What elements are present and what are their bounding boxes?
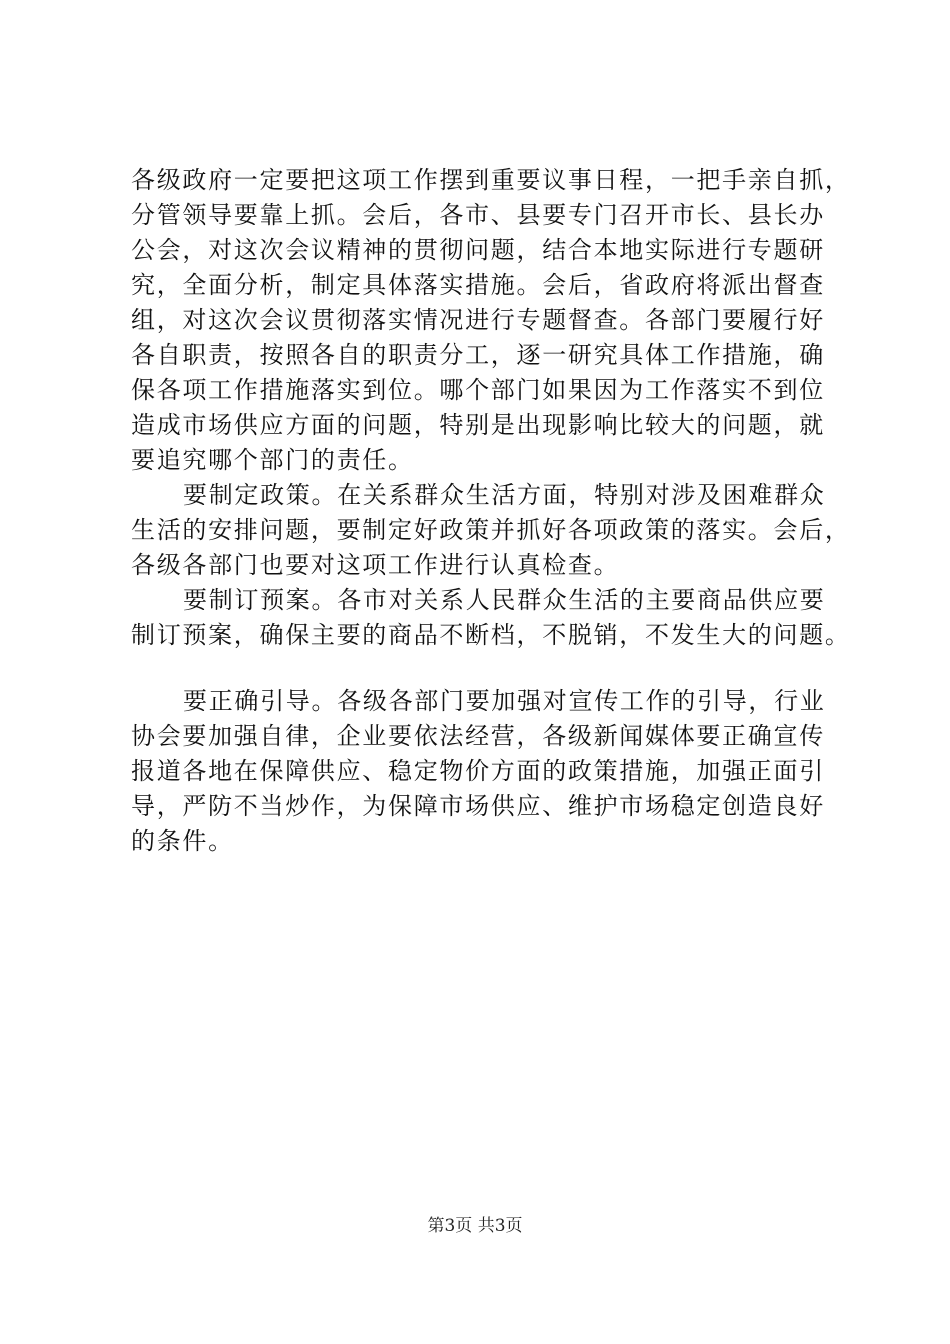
paragraph-start-line: 要正确引导。各级各部门要加强对宣传工作的引导，行业	[183, 687, 826, 715]
text-line: 的条件。	[131, 827, 234, 855]
text-line: 分管领导要靠上抓。会后，各市、县要专门召开市长、县长办	[131, 201, 825, 229]
paragraph-spacer	[131, 653, 831, 684]
text-line: 报道各地在保障供应、稳定物价方面的政策措施，加强正面引	[131, 757, 825, 785]
text-line: 公会，对这次会议精神的贯彻问题，结合本地实际进行专题研	[131, 236, 825, 264]
text-line: 造成市场供应方面的问题，特别是出现影响比较大的问题，就	[131, 411, 825, 439]
text-line: 制订预案，确保主要的商品不断档，不脱销，不发生大的问题。	[131, 621, 851, 649]
text-line: 保各项工作措施落实到位。哪个部门如果因为工作落实不到位	[131, 376, 825, 404]
text-line: 各级政府一定要把这项工作摆到重要议事日程，一把手亲自抓，	[131, 166, 851, 194]
page-number-footer: 第3页 共3页	[427, 1216, 523, 1236]
paragraph-start-line: 要制订预案。各市对关系人民群众生活的主要商品供应要	[183, 586, 826, 614]
paragraph-start-line: 要制定政策。在关系群众生活方面，特别对涉及困难群众	[183, 481, 826, 509]
text-line: 各自职责，按照各自的职责分工，逐一研究具体工作措施，确	[131, 341, 825, 369]
text-line: 要追究哪个部门的责任。	[131, 446, 414, 474]
document-body	[131, 163, 851, 859]
text-line: 生活的安排问题，要制定好政策并抓好各项政策的落实。会后，	[131, 516, 851, 544]
text-line: 导，严防不当炒作，为保障市场供应、维护市场稳定创造良好	[131, 792, 825, 820]
text-line: 协会要加强自律，企业要依法经营，各级新闻媒体要正确宣传	[131, 722, 825, 750]
text-line: 组，对这次会议贯彻落实情况进行专题督查。各部门要履行好	[131, 306, 825, 334]
text-line: 究，全面分析，制定具体落实措施。会后，省政府将派出督查	[131, 271, 825, 299]
text-line: 各级各部门也要对这项工作进行认真检查。	[131, 551, 620, 579]
